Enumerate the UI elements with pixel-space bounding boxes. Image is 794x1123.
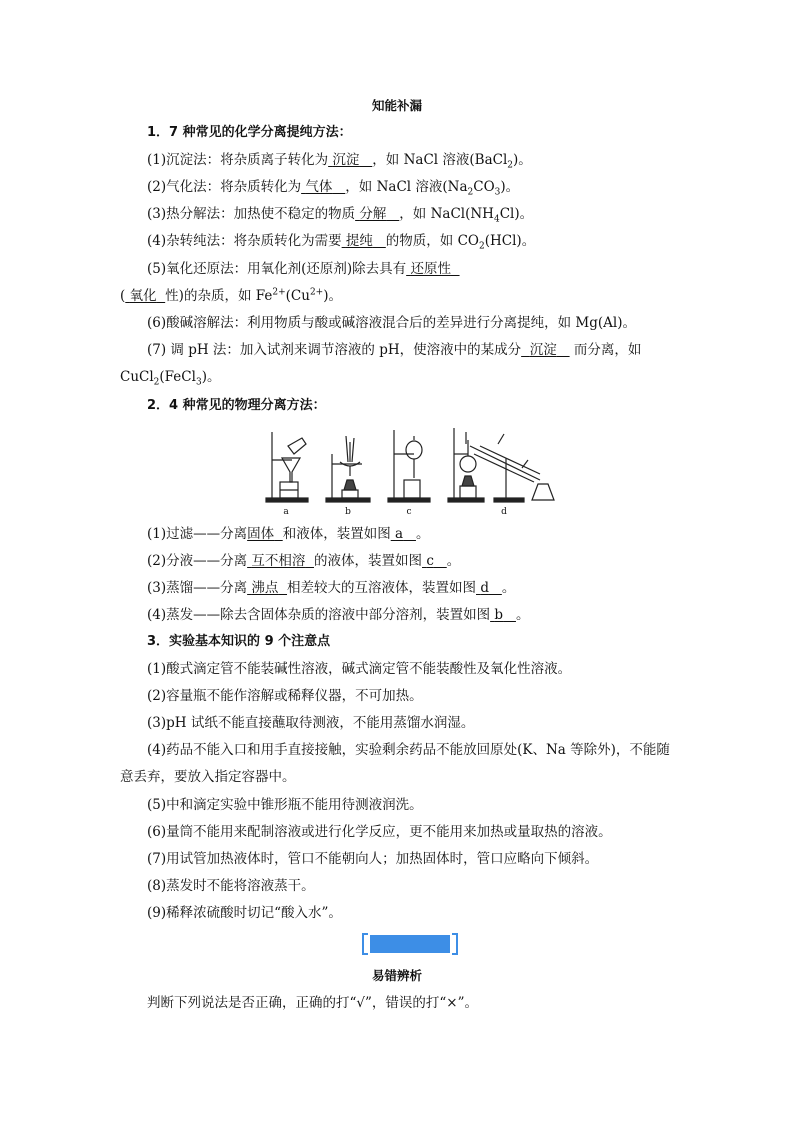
answer-blank: b — [494, 607, 504, 623]
heading-physical-methods: 2．4 种常见的物理分离方法： — [147, 398, 326, 413]
filtration-apparatus — [266, 432, 308, 502]
answer-blank: 氧化 — [129, 288, 157, 304]
answer-blank: 互不相溶 — [251, 553, 306, 569]
physical-method-2: (2)分液——分离 互不相溶 的液体，装置如图 c 。 — [147, 553, 461, 569]
heading-precautions: 3．实验基本知识的 9 个注意点 — [147, 634, 331, 649]
evaporation-apparatus — [326, 436, 370, 502]
precaution-9: (9)稀释浓硫酸时切记“酸入水”。 — [147, 905, 342, 921]
physical-method-1: (1)过滤——分离固体 和液体，装置如图 a 。 — [147, 526, 430, 542]
figure-label-a: a — [283, 507, 289, 517]
figure-label-b: b — [345, 507, 351, 517]
precaution-4-cont: 意丢弃，要放入指定容器中。 — [120, 769, 296, 785]
answer-blank: 沉淀 — [529, 342, 557, 358]
precaution-2: (2)容量瓶不能作溶解或稀释仪器，不可加热。 — [147, 688, 423, 704]
answer-blank: 气体 — [305, 179, 333, 195]
separatory-funnel-apparatus — [388, 430, 430, 502]
method-2: (2)气化法：将杂质转化为 气体 ，如 NaCl 溶液$(Na_2CO_3)$。 — [147, 179, 520, 198]
answer-blank: 分解 — [359, 206, 387, 222]
method-1: (1)沉淀法：将杂质离子转化为 沉淀 ，如 NaCl 溶液(BaCl$_2$)。 — [147, 152, 532, 171]
answer-blank: a — [395, 526, 404, 542]
answer-blank: 固体 — [247, 526, 275, 542]
precaution-1: (1)酸式滴定管不能装碱性溶液，碱式滴定管不能装酸性及氧化性溶液。 — [147, 661, 572, 677]
precaution-7: (7)用试管加热液体时，管口不能朝向人；加热固体时，管口应略向下倾斜。 — [147, 851, 599, 867]
method-3: (3)热分解法：加热使不稳定的物质 分解 ，如 $NaCl(NH_4Cl)$。 — [147, 206, 534, 225]
precaution-6: (6)量筒不能用来配制溶液或进行化学反应，更不能用来加热或量取热的溶液。 — [147, 824, 612, 840]
answer-blank: 沉淀 — [332, 152, 360, 168]
precaution-3: (3)pH 试纸不能直接蘸取待测液，不能用蒸馏水润湿。 — [147, 715, 475, 731]
physical-method-4: (4)蒸发——除去含固体杂质的溶液中部分溶剂，装置如图 b 。 — [147, 607, 530, 623]
method-7: (7) 调 pH 法：加入试剂来调节溶液的 pH，使溶液中的某成分 沉淀 而分离，如 — [147, 342, 642, 358]
answer-blank: 还原性 — [410, 261, 451, 277]
figure-label-d: d — [501, 507, 507, 517]
method-5: (5)氧化还原法：用氧化剂(还原剂)除去具有 还原性 — [147, 261, 451, 277]
heading-chemical-methods: 1．7 种常见的化学分离提纯方法： — [147, 125, 352, 140]
precaution-5: (5)中和滴定实验中锥形瓶不能用待测液润洗。 — [147, 797, 423, 813]
physical-method-3: (3)蒸馏——分离 沸点 相差较大的互溶液体，装置如图 d 。 — [147, 580, 516, 596]
answer-blank: d — [480, 580, 489, 596]
answer-blank: 提纯 — [345, 233, 373, 249]
method-4: (4)杂转纯法：将杂质转化为需要 提纯 的物质，如 $CO_2(HCl)$。 — [147, 233, 536, 252]
section-title: 知能补漏 — [371, 98, 422, 113]
method-6: (6)酸碱溶解法：利用物质与酸或碱溶液混合后的差异进行分离提纯，如 Mg(Al)。 — [147, 315, 636, 331]
instruction-text: 判断下列说法是否正确，正确的打“√”，错误的打“×”。 — [147, 995, 479, 1011]
method-7-cont: CuCl$_2$(FeCl$_3$)。 — [120, 369, 221, 388]
method-5-cont: ( 氧化 性)的杂质，如 $Fe^{2+}(Cu^{2+})$。 — [120, 287, 342, 304]
subsection-title: 易错辨析 — [371, 968, 422, 983]
answer-blank: c — [426, 553, 434, 569]
figure-label-c: c — [406, 507, 412, 517]
separation-apparatus-figure — [258, 424, 563, 518]
precaution-8: (8)蒸发时不能将溶液蒸干。 — [147, 878, 315, 894]
precaution-4: (4)药品不能入口和用手直接接触，实验剩余药品不能放回原处(K、Na 等除外)，不能随 — [147, 742, 670, 758]
distillation-apparatus — [448, 428, 554, 502]
section-banner — [362, 933, 458, 955]
answer-blank: 沸点 — [251, 580, 279, 596]
